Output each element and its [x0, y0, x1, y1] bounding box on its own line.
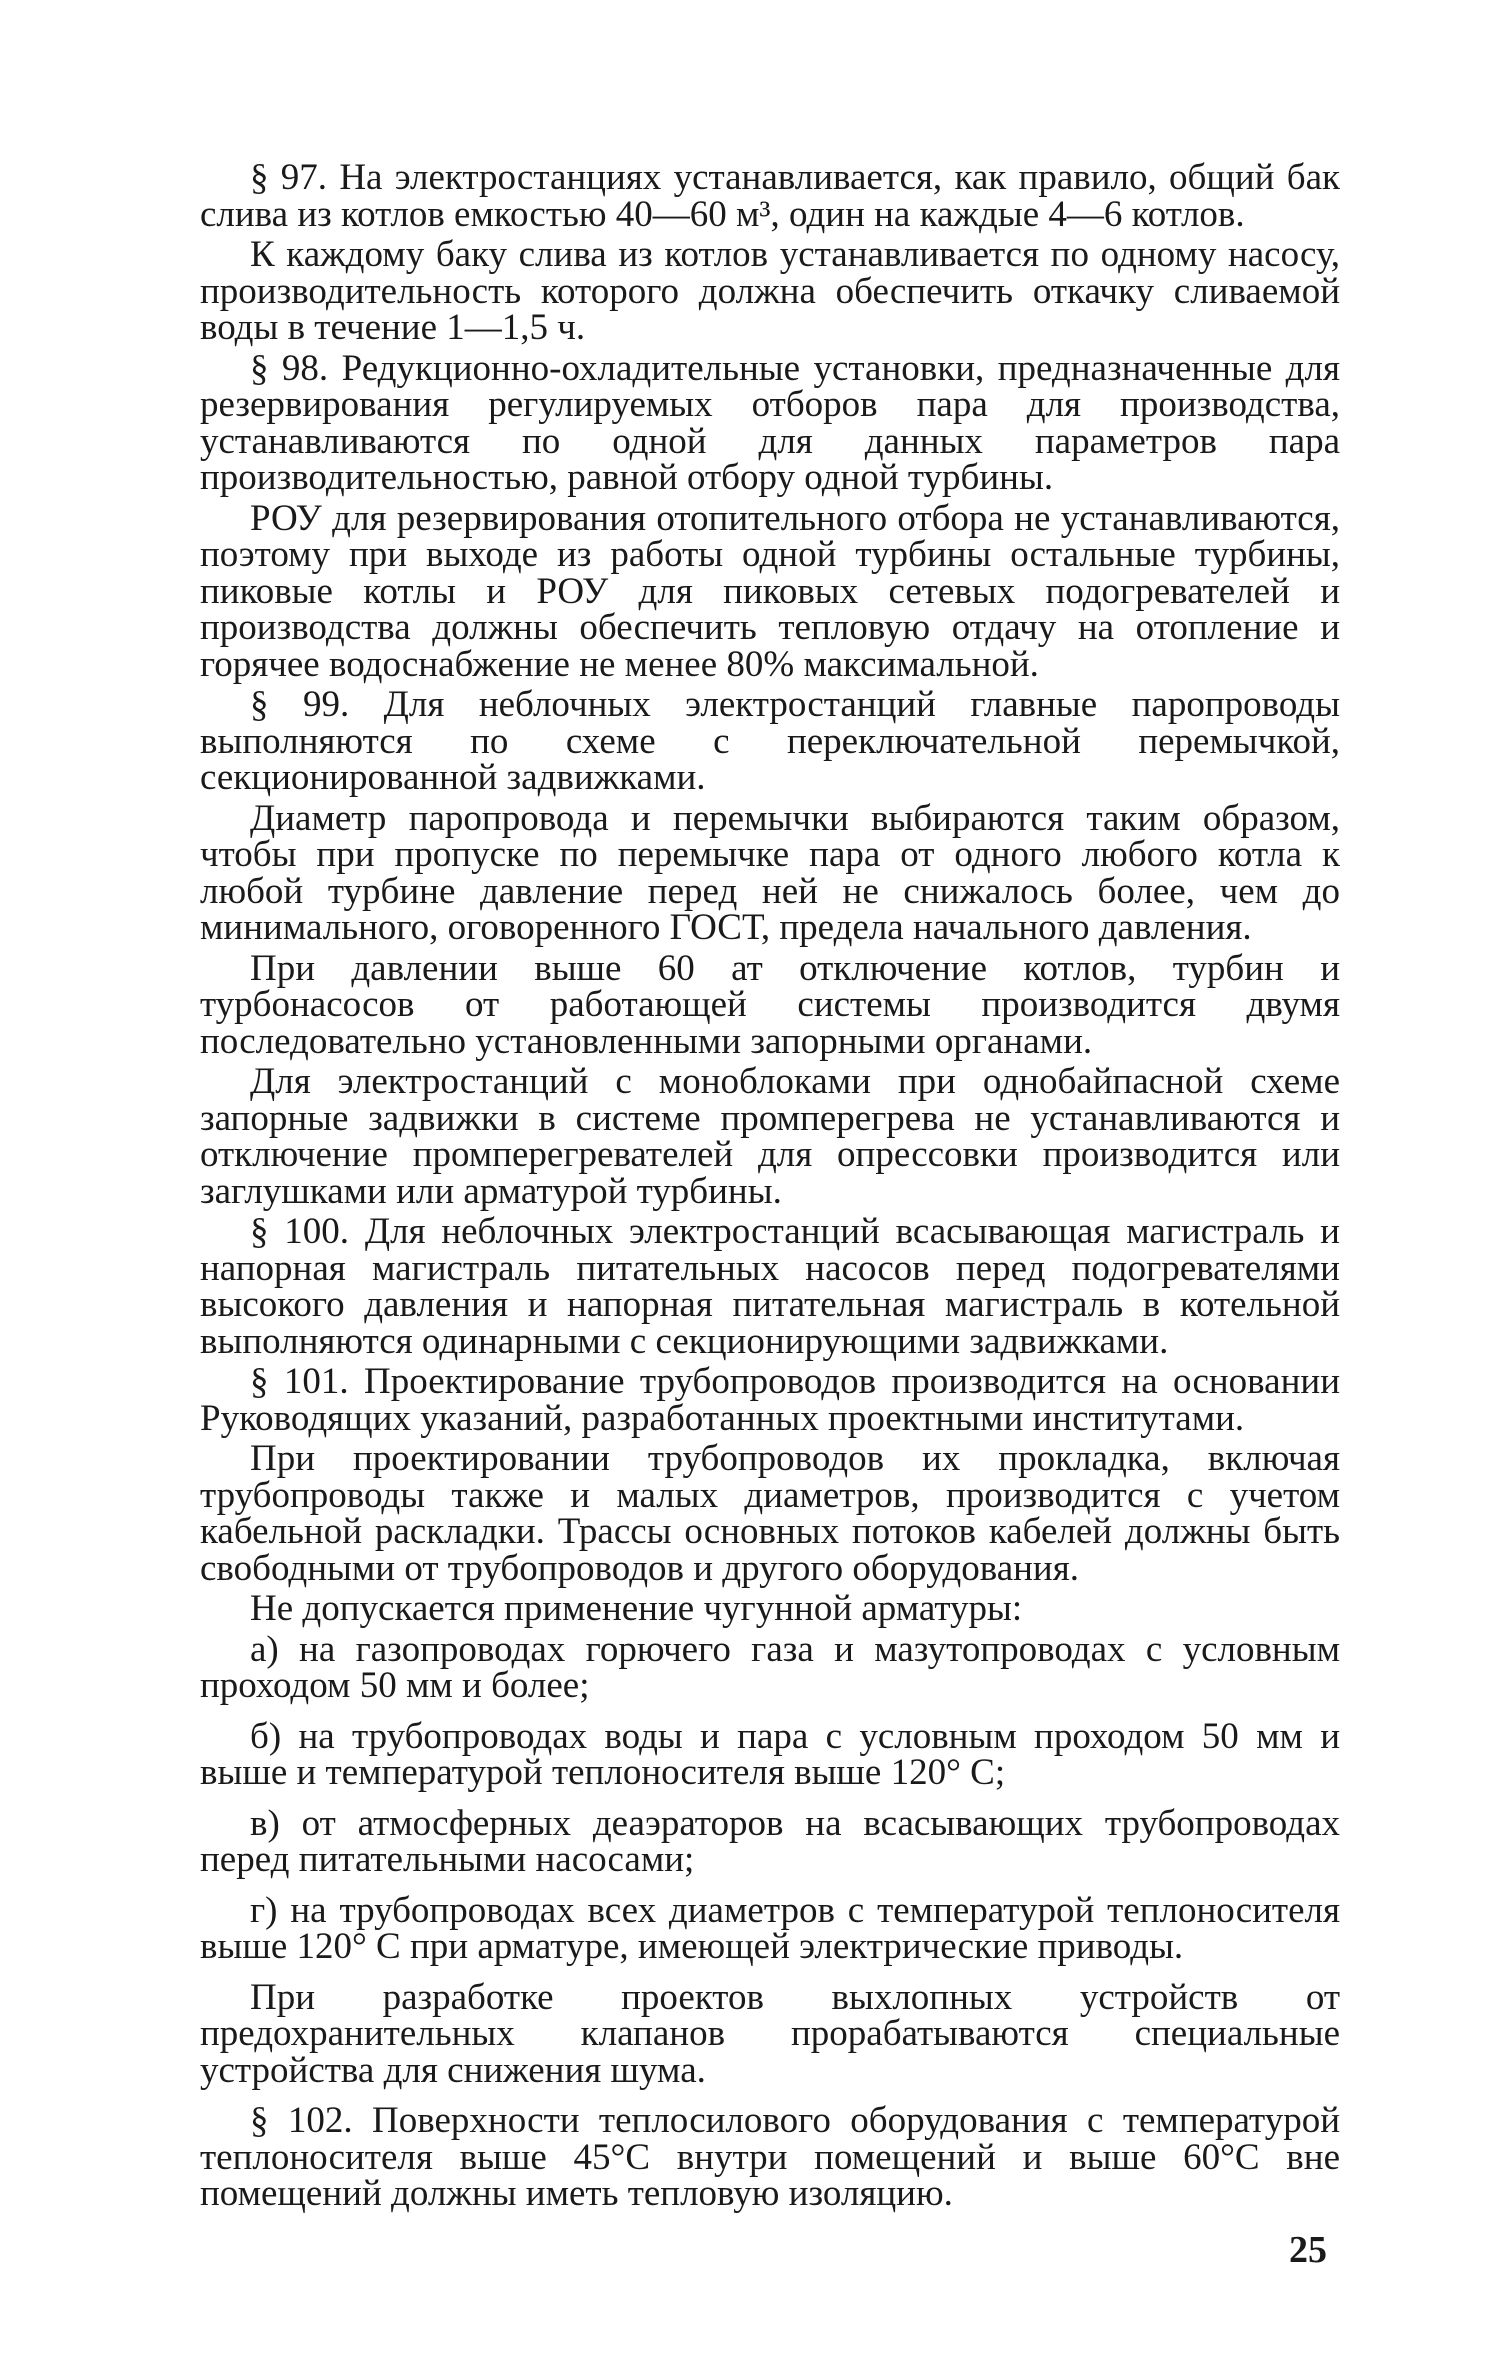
paragraph-cast-iron-intro: Не допускается применение чугунной арматуры:	[250, 1588, 1023, 1629]
paragraph-101-routing: При проектировании трубопроводов их прокладка, включая трубопроводы также и малых диаметров, производится с учетом кабельной раскладки. Трассы основных потоков кабелей должны быть свободными от трубопроводов и другого оборудования.	[200, 1438, 1340, 1589]
list-item-a: а) на газопроводах горючего газа и мазутопроводах с условным проходом 50 мм и более;	[200, 1628, 1340, 1706]
page-number: 25	[1289, 2229, 1327, 2271]
paragraph-exhaust-noise: При разработке проектов выхлопных устройств от предохранительных клапанов прорабатываются специальные устройства для снижения шума.	[200, 1976, 1340, 2091]
list-item-v: в) от атмосферных деаэраторов на всасывающих трубопроводах перед питательными насосами;	[200, 1802, 1340, 1880]
paragraph-98-rou: РОУ для резервирования отопительного отбора не устанавливаются, поэтому при выходе из работы одной турбины остальные турбины, пиковые котлы и РОУ для пиковых сетевых подогревателей и производства должны обеспечить тепловую отдачу на отопление и горячее водоснабжение не менее 80% максимальной.	[200, 497, 1340, 685]
page-body	[200, 157, 1340, 2217]
paragraph-98: § 98. Редукционно-охладительные установки, предназначенные для резервирования регулируемых отборов пара для производства, устанавливаются по одной для данных параметров пара производительностью, равной отбору одной турбины.	[200, 347, 1340, 498]
paragraph-97: § 97. На электростанциях устанавливается, как правило, общий бак слива из котлов емкостью 40—60 м³, один на каждые 4—6 котлов.	[200, 157, 1340, 235]
paragraph-100: § 100. Для неблочных электростанций всасывающая магистраль и напорная магистраль питательных насосов перед подогревателями высокого давления и напорная питательная магистраль в котельной выполняются одинарными с секционирующими задвижками.	[200, 1211, 1340, 1362]
paragraph-97-pump: К каждому баку слива из котлов устанавливается по одному насосу, производительность которого должна обеспечить откачку сливаемой воды в течение 1—1,5 ч.	[200, 234, 1340, 348]
paragraph-102: § 102. Поверхности теплосилового оборудования с температурой теплоносителя выше 45°С внутри помещений и выше 60°С вне помещений должны иметь тепловую изоляцию.	[200, 2100, 1340, 2214]
paragraph-101: § 101. Проектирование трубопроводов производится на основании Руководящих указаний, разработанных проектными институтами.	[200, 1361, 1340, 1439]
paragraph-99: § 99. Для неблочных электростанций главные паропроводы выполняются по схеме с переключательной перемычкой, секционированной задвижками.	[200, 684, 1340, 798]
paragraph-99-diameter: Диаметр паропровода и перемычки выбираются таким образом, чтобы при пропуске по перемычке пара от одного любого котла к любой турбине давление перед ней не снижалось более, чем до минимального, оговоренного ГОСТ, предела начального давления.	[200, 797, 1340, 948]
paragraph-99-monoblock: Для электростанций с моноблоками при однобайпасной схеме запорные задвижки в системе промперегрева не устанавливаются и отключение промперегревателей для опрессовки производится или заглушками или арматурой турбины.	[200, 1061, 1340, 1212]
paragraph-99-pressure: При давлении выше 60 ат отключение котлов, турбин и турбонасосов от работающей системы производится двумя последовательно установленными запорными органами.	[200, 947, 1340, 1062]
list-item-b: б) на трубопроводах воды и пара с условным проходом 50 мм и выше и температурой теплоносителя выше 120° С;	[200, 1715, 1340, 1793]
list-item-g: г) на трубопроводах всех диаметров с температурой теплоносителя выше 120° С при арматуре, имеющей электрические приводы.	[200, 1889, 1340, 1967]
